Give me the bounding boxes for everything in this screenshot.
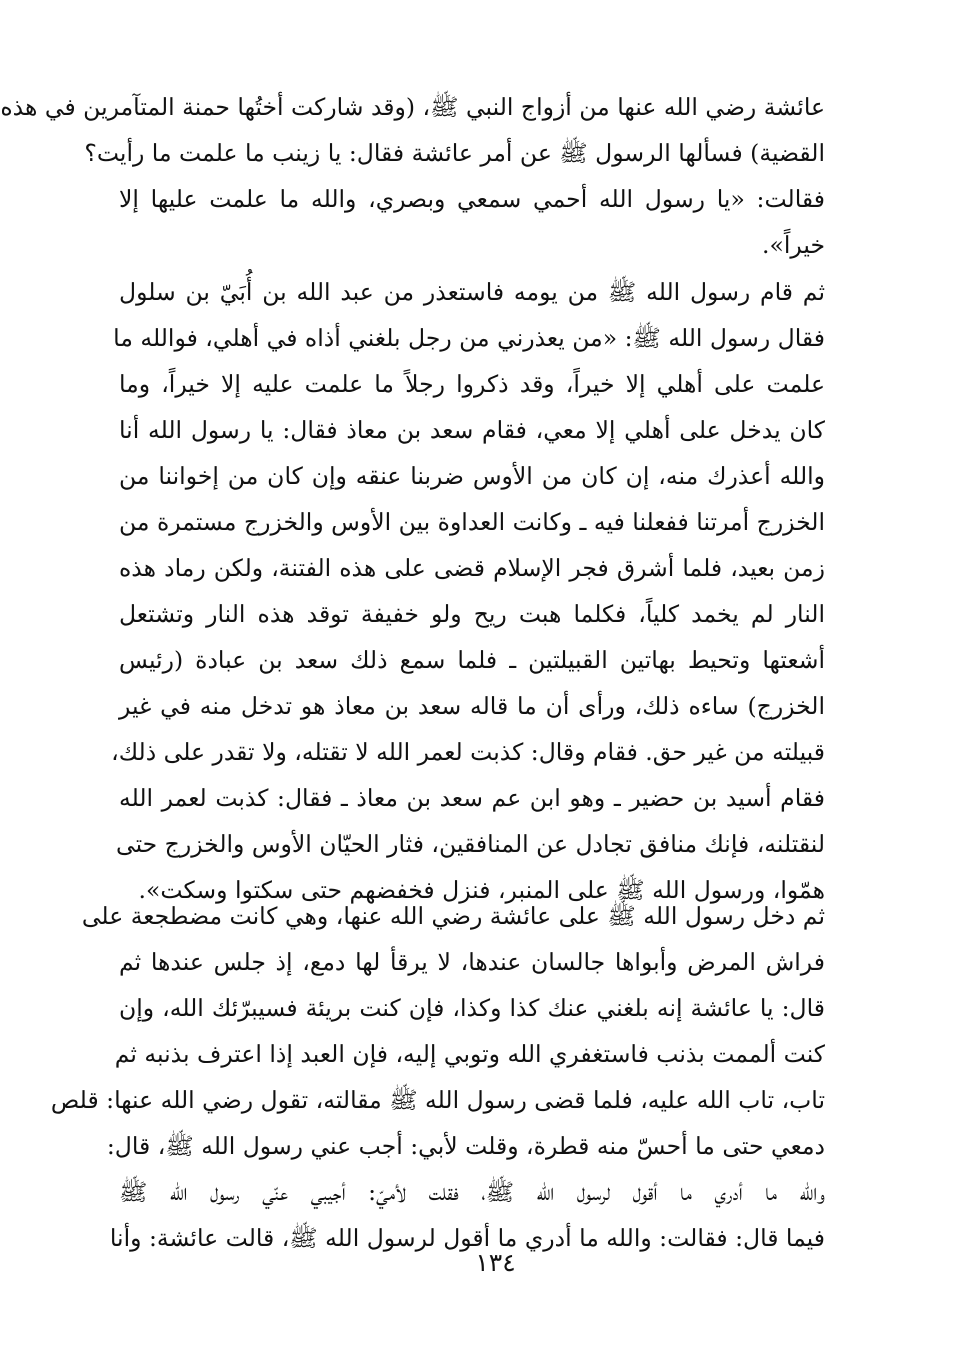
text-line: خيراً». — [762, 231, 825, 259]
text-line: قبيلته من غير حق. فقام وقال: كذبت لعمر الله لا تقتله، ولا تقدر على ذلك، — [111, 738, 825, 766]
text-line: كنت ألممت بذنب فاستغفري الله وتوبي إليه، فإن العبد إذا اعترف بذنبه ثم — [114, 1040, 825, 1068]
text-line: لنقتلنه، فإنك منافق تجادل عن المنافقين، فثار الحيّان الأوس والخزرج حتى — [116, 830, 825, 858]
text-line: والله ما أدري ما أقول لرسول الله ﷺ، فقلت لأميّ: أجيبي عنّي رسول الله ﷺ — [119, 1178, 825, 1206]
text-line: فقالت: «يا رسول الله أحمي سمعي وبصري، والله ما علمت عليها إلا — [119, 185, 825, 213]
text-line: ثم دخل رسول الله ﷺ على عائشة رضي الله عنها، وهي كانت مضطجعة على — [81, 902, 825, 930]
text-line: فيما قال: فقالت: والله ما أدري ما أقول لرسول الله ﷺ، قالت عائشة: وأنا — [109, 1224, 825, 1252]
text-line: فراش المرض وأبواها جالسان عندها، لا يرقأ لها دمع، إذ جلس عندها ثم — [119, 948, 825, 976]
text-line: علمت على أهلي إلا خيراً، وقد ذكروا رجلاً ما علمت عليه إلا خيراً، وما — [119, 370, 825, 398]
text-line: ثم قام رسول الله ﷺ من يومه فاستعذر من عبد الله بن أُبَيّ بن سلول — [119, 278, 825, 306]
text-line: فقال رسول الله ﷺ: «من يعذرني من رجل بلغني أذاه في أهلي، فوالله ما — [113, 324, 825, 352]
text-line: الخزرج) ساءه ذلك، ورأى أن ما قاله سعد بن معاذ هو تدخل منه في غير — [119, 692, 825, 720]
page-number: ١٣٤ — [475, 1248, 516, 1277]
paragraph-3 — [50, 893, 825, 1261]
text-line: فقام أسيد بن حضير ـ وهو ابن عم سعد بن معاذ ـ فقال: كذبت لعمر الله — [119, 784, 825, 812]
paragraph-2 — [111, 269, 825, 913]
text-line: والله أعذرك منه، إن كان من الأوس ضربنا عنقه وإن كان من إخواننا من — [119, 462, 825, 490]
text-line: عائشة رضي الله عنها من أزواج النبي ﷺ، (وقد شاركت أختُها حمنة المتآمرين في هذه — [0, 93, 825, 121]
text-line: الخزرج أمرتنا ففعلنا فيه ـ وكانت العداوة بين الأوس والخزرج مستمرة من — [119, 508, 825, 536]
text-line: تاب، تاب الله عليه، فلما قضى رسول الله ﷺ مقالته، تقول رضي الله عنها: قلص — [50, 1086, 825, 1114]
text-line: النار لم يخمد كلياً، فكلما هبت ريح ولو خفيفة توقد هذه النار وتشتعل — [119, 600, 825, 628]
text-line: زمن بعيد، فلما أشرق فجر الإسلام قضى على هذه الفتنة، ولكن رماد هذه — [119, 554, 825, 582]
paragraph-1 — [0, 84, 825, 268]
text-line: قال: يا عائشة إنه بلغني عنك كذا وكذا، فإن كنت بريئة فسيبرّئك الله، وإن — [119, 994, 825, 1022]
text-line: القضية) فسألها الرسول ﷺ عن أمر عائشة فقال: يا زينب ما علمت ما رأيت؟ — [84, 139, 825, 167]
text-line: دمعي حتى ما أحسّ منه قطرة، وقلت لأبي: أجب عني رسول الله ﷺ، قال: — [106, 1132, 825, 1160]
text-line: همّوا، ورسول الله ﷺ على المنبر، فنزل فخفضهم حتى سكتوا وسكت». — [138, 876, 825, 904]
text-line: كان يدخل على أهلي إلا معي، فقام سعد بن معاذ فقال: يا رسول الله أنا — [119, 416, 825, 444]
text-line: أشعتها وتحيط بهاتين القبيلتين ـ فلما سمع ذلك سعد بن عبادة (رئيس — [119, 646, 825, 674]
